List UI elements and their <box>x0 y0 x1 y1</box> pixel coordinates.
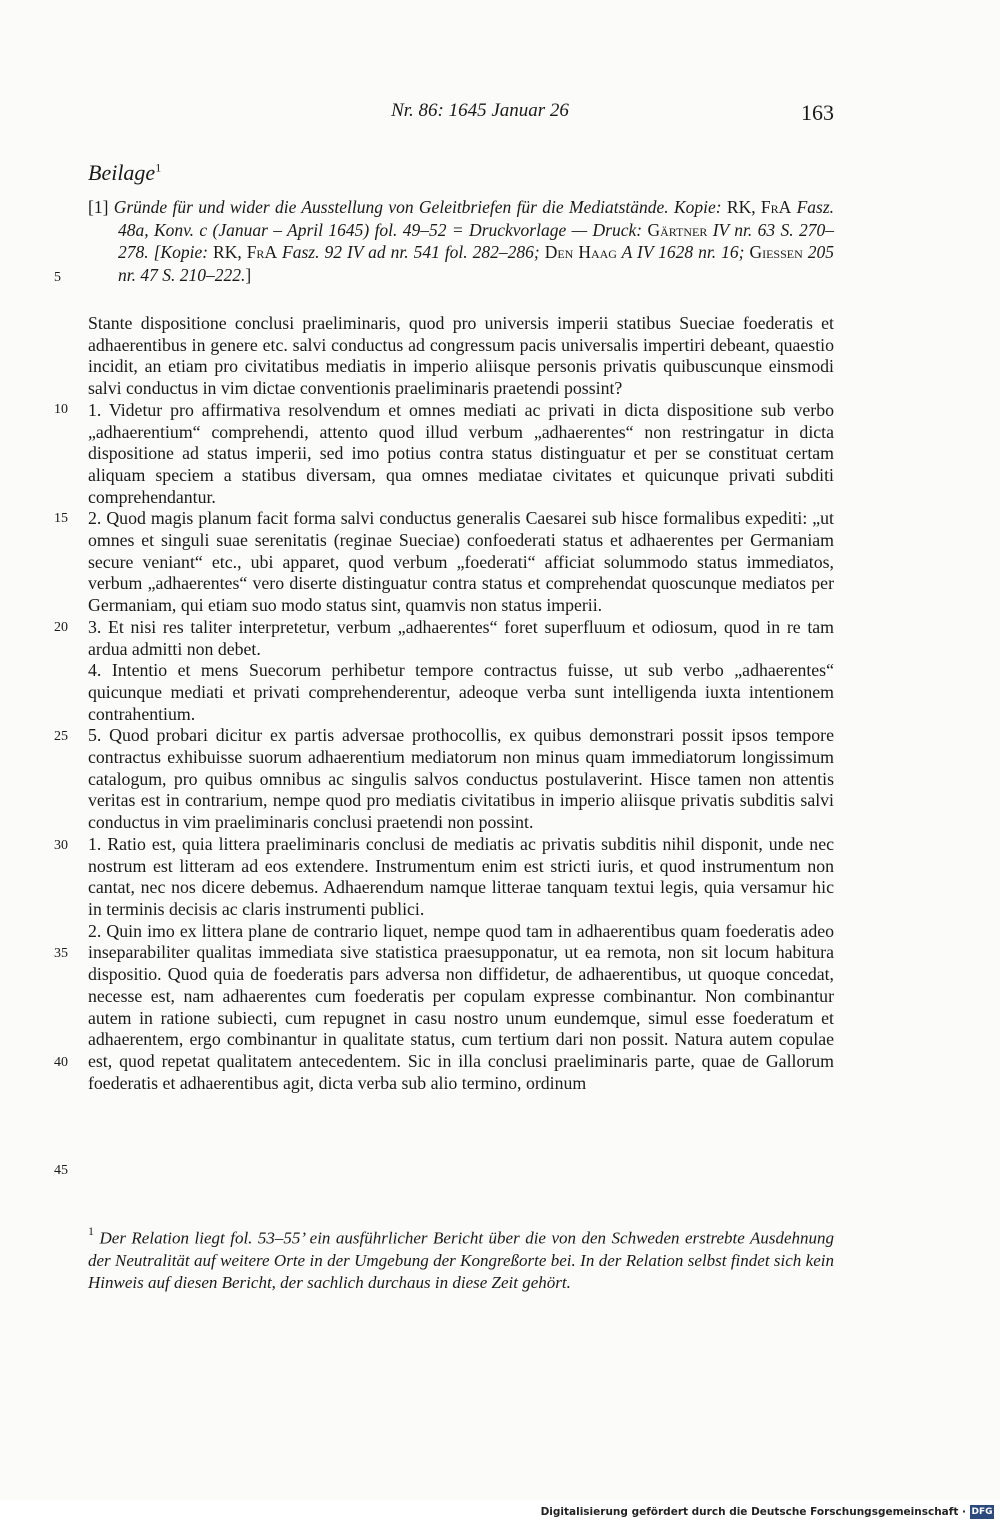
apparatus-archive: FrA <box>246 242 278 262</box>
line-number: 10 <box>54 402 68 417</box>
paragraph: 4. Intentio et mens Suecorum perhibetur tempore contractus fuisse, ut sub verbo „adhaerentes“ quicunque mediati et privati comprehenderentur, adeoque verba sunt intelligenda iuxta intentionem contrahentium. <box>88 660 834 724</box>
line-number: 25 <box>54 729 68 744</box>
line-number: 20 <box>54 620 68 635</box>
line-number: 35 <box>54 946 68 961</box>
apparatus-archive: Den Haag <box>544 242 617 262</box>
source-apparatus <box>88 196 834 286</box>
page-number: 163 <box>801 100 834 125</box>
footnote-marker: 1 <box>88 1224 94 1238</box>
digitization-credit: Digitalisierung gefördert durch die Deutsche Forschungsgemeinschaft · <box>540 1506 966 1518</box>
digitization-credit-bar <box>0 1500 1000 1525</box>
line-number: 15 <box>54 511 68 526</box>
main-text <box>88 313 834 1094</box>
line-number: 45 <box>54 1163 68 1178</box>
apparatus-text: RK, <box>208 242 247 262</box>
running-head: Nr. 86: 1645 Januar 26 <box>391 100 569 121</box>
paragraph: Stante dispositione conclusi praeliminaris, quod pro universis imperii statibus Sueciae foederatis et adhaerentibus in genere etc. salvi conductus ad congressum pacis universalis impertiri debeant, quaestio incidit, an etiam pro civitatibus mediatis in imperio aliisque personis privatis quibuscunque einsmodi salvi conductus in vim dictae conventionis praeliminaris praetendi possint? <box>88 313 834 399</box>
apparatus-text: 205 nr. 47 S. 210–222. <box>118 242 834 285</box>
paragraph: 1. Ratio est, quia littera praeliminaris conclusi de mediatis ac privatis subditis nihil disponit, unde nec nostrum est litteram ad eos extendere. Instrumentum enim est stricti iuris, et quod instrumentum non cantat, nec nos dicere debemus. Adhaerendum namque litterae tanquam textui legis, quia versamur hic in terminis decisis ac claris instrumenti publici. <box>88 833 834 919</box>
footnote-text: Der Relation liegt fol. 53–55’ ein ausführlicher Bericht über die von den Schweden erstrebte Ausdehnung der Neutralität auf weitere Orte in der Umgebung der Kongreßorte bei. In der Relation selbst findet sich kein Hinweis auf diesen Bericht, der sachlich durchaus in diese Zeit gehört. <box>88 1228 835 1292</box>
paragraph: 1. Videtur pro affirmativa resolvendum et omnes mediati ac privati in dicta dispositione sub verbo „adhaerentium“ comprehendi, attento quod illud verbum „adhaerentes“ non restringatur in dicta dispositione ad status imperii, sed imo potius contra status distinguatur et per se constituat certam aliquam speciem a statibus diversam, qua omnes mediatae civitates et quicunque privati subditi comprehendantur. <box>88 399 834 507</box>
beilage-heading <box>88 160 161 186</box>
line-number: 5 <box>54 270 61 285</box>
apparatus-entry <box>88 196 834 286</box>
apparatus-edition: Gärtner <box>647 219 708 240</box>
apparatus-text: A IV 1628 nr. 16; <box>616 242 745 262</box>
paragraph: 5. Quod probari dicitur ex partis adversae prothocollis, ex quibus demonstrari possit ipsos tempore contractus exhibuisse suorum adhaerentium mediatorum non minus quam immediatorum longissimum catalogum, pro quibus omnibus ac singulis salvos conductus postulaverint. Hisce tamen non attentis veritas est in contrarium, nempe quod pro mediatis civitatibus in imperio aliisque privatis subditis salvi conductus in vim praeliminaris conclusi praetendi non possint. <box>88 725 834 833</box>
apparatus-text: Fasz. 48a, Konv. c (Januar – April 1645) fol. 49–52 = Druckvorlage — Druck: <box>118 197 835 240</box>
apparatus-text: IV nr. 63 S. 270–278. [Kopie: <box>118 219 834 262</box>
apparatus-text: ] <box>245 264 252 285</box>
paragraph: 3. Et nisi res taliter interpretetur, verbum „adhaerentes“ foret superfluum et odiosum, quod in re tam ardua admitti non debet. <box>88 616 834 659</box>
apparatus-text: Fasz. 92 IV ad nr. 541 fol. 282–286; <box>277 242 540 262</box>
dfg-logo: DFG <box>971 1507 993 1517</box>
line-number: 40 <box>54 1055 68 1070</box>
apparatus-number: [1] <box>88 197 109 217</box>
beilage-title: Beilage <box>88 160 156 185</box>
beilage-footnote-marker: 1 <box>155 160 162 175</box>
footnote <box>88 1222 834 1294</box>
apparatus-archive: Giessen <box>749 242 803 262</box>
apparatus-title: Gründe für und wider die Ausstellung von Geleitbriefen für die Mediatstände. Kopie: <box>113 197 722 217</box>
line-number: 30 <box>54 838 68 853</box>
apparatus-text: RK, <box>721 197 761 217</box>
paragraph: 2. Quod magis planum facit forma salvi conductus generalis Caesarei sub hisce formalibus expediti: „ut omnes et singuli suae serenitatis (reginae Sueciae) confoederati status et adhaerentes per Germaniam secure veniant“ etc., ubi apparet, quod verbum „foederati“ afficiat solummodo status immediatos, verbum „adhaerentes“ vero diserte distinguatur contra status et comprehendat quoscunque mediatos per Germaniam, qui etiam suo modo status sint, quamvis non status imperii. <box>88 508 834 616</box>
apparatus-archive: FrA <box>760 197 792 217</box>
paragraph: 2. Quin imo ex littera plane de contrario liquet, nempe quod tam in adhaerentibus quam foederatis adeo inseparabiliter qualitas immediata sive statistica praesupponatur, ut ea remota, non sit locum habitura dispositio. Quod quia de foederatis pars adversa non diffidetur, de adhaerentibus, ut quoque concedat, necesse est, nam adhaerentes cum foederatis per copulam expresse combinantur. Non combinantur autem in ratione subiecti, cum repugnet in casu nostro unum eundemque, simul esse foederatum et adhaerentem, ergo combinantur in qualitate status, cum tertium dari non possit. Natura autem copulae est, quod repetat qualitatem antecedentem. Sic in illa conclusi praeliminaris parte, quae de Gallorum foederatis et adhaerentibus agit, dicta verba sub alio termino, ordinum <box>88 920 834 1093</box>
